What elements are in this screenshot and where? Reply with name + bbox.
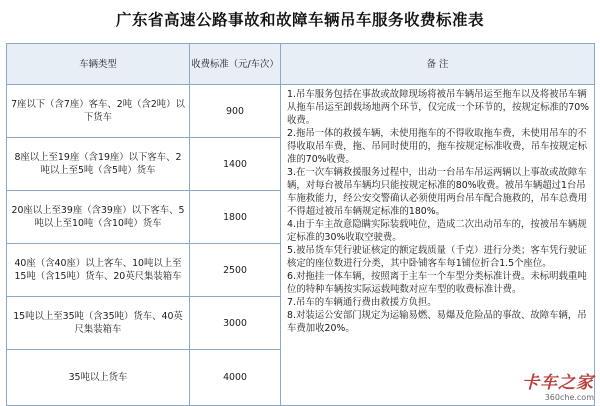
row-fee: 4000 [190, 350, 281, 406]
watermark-logo: 卡车之家 [522, 373, 594, 393]
header-notes: 备 注 [281, 44, 595, 85]
row-fee: 3000 [190, 297, 281, 350]
note-item: 2.拖吊一体的救援车辆，未使用拖车的不得收取拖车费，未使用吊车的不得收取吊车费，拖、吊同时使用的，拖车按规定标准收费，吊车按规定标准的70%收费。 [287, 128, 588, 165]
row-fee: 900 [190, 85, 281, 138]
row-fee: 1800 [190, 191, 281, 244]
header-fee: 收费标准（元/车次） [190, 44, 281, 85]
notes-cell [281, 85, 595, 406]
note-item: 4.由于车主故意隐瞒实际装载吨位，造成二次出动吊车的，按被吊车辆规定标准的30%收取空驶费。 [287, 219, 587, 243]
note-item: 1.吊车服务包括在事故或故障现场将被吊车辆吊运至拖车以及将被吊车辆从拖车吊运至卸载场地两个环节，仅完成一个环节的，按规定标准的70%收费。 [287, 89, 590, 126]
row-fee: 1400 [190, 138, 281, 191]
row-category: 7座以下（含7座）客车、2吨（含2吨）以下货车 [7, 85, 190, 138]
note-item: 5.被吊货车凭行驶证核定的额定载质量（千克）进行分类；客车凭行驶证核定的座位数进行分类，其中卧铺客车每1铺位折合1.5个座位。 [287, 245, 587, 269]
row-category: 40座（含40座）以上客车、10吨以上至15吨（含15吨）货车、20英尺集装箱车 [7, 244, 190, 297]
fee-table [6, 43, 595, 406]
watermark [522, 368, 594, 402]
table-row [7, 85, 595, 138]
table-header-row [7, 44, 595, 85]
row-category: 20座以上至39座（含39座）以下客车、5吨以上至10吨（含10吨）货车 [7, 191, 190, 244]
header-category: 车辆类型 [7, 44, 190, 85]
row-category: 8座以上至19座（含19座）以下客车、2吨以上至5吨（含5吨）货车 [7, 138, 190, 191]
note-item: 7.吊车的车辆通行费由救援方负担。 [287, 297, 437, 308]
note-item: 8.对装运公安部门规定为运输易燃、易爆及危险品的事故、故障车辆，吊车费加收20%。 [287, 310, 587, 334]
row-category: 15吨以上至35吨（含35吨）货车、40英尺集装箱车 [7, 297, 190, 350]
note-item: 3.在一次车辆救援服务过程中，出动一台吊车吊运两辆以上事故或故障车辆，对每台被吊车辆均只能按规定标准的80%收费。被吊车辆超过1台吊车施救能力，经公安交警确认必须使用两台吊车配合施救的，吊车总费用不得超过被吊车辆规定标准的180%。 [287, 167, 588, 217]
document-title: 广东省高速公路事故和故障车辆吊车服务收费标准表 [115, 11, 484, 29]
row-fee: 2500 [190, 244, 281, 297]
watermark-url: 360che.com [544, 393, 594, 402]
row-category: 35吨以上货车 [7, 350, 190, 406]
note-item: 6.对拖挂一体车辆，按照离于主车一个车型分类标准计费。未标明载重吨位的特种车辆按实际运载吨数对应车型的收费标准计费。 [287, 271, 587, 295]
